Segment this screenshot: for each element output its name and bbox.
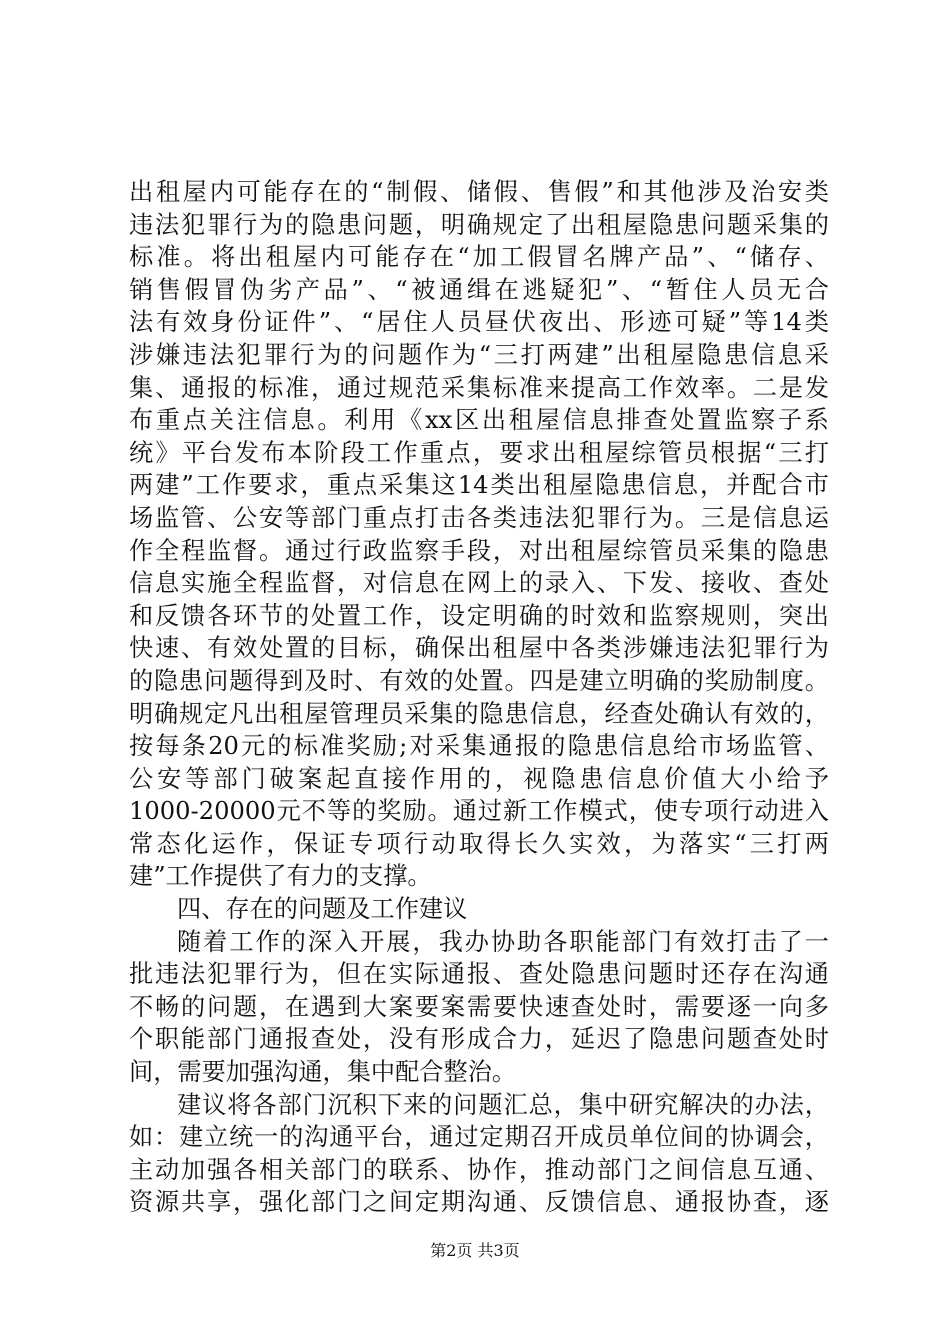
text-line: 批违法犯罪行为，但在实际通报、查处隐患问题时还存在沟通 — [129, 960, 829, 989]
text-line: 建议将各部门沉积下来的问题汇总，集中研究解决的办法， — [177, 1090, 829, 1119]
text-line: 公安等部门破案起直接作用的，视隐患信息价值大小给予 — [129, 764, 829, 793]
section-heading: 四、存在的问题及工作建议 — [177, 895, 468, 924]
text-line: 信息实施全程监督，对信息在网上的录入、下发、接收、查处 — [129, 569, 829, 598]
text-line: 和反馈各环节的处置工作，设定明确的时效和监察规则，突出 — [129, 601, 829, 630]
text-line: 不畅的问题，在遇到大案要案需要快速查处时，需要逐一向多 — [129, 992, 829, 1021]
text-line: 标准。将出租屋内可能存在“加工假冒名牌产品”、“储存、 — [129, 243, 829, 272]
text-line: 如：建立统一的沟通平台，通过定期召开成员单位间的协调会， — [129, 1123, 829, 1152]
text-line: 违法犯罪行为的隐患问题，明确规定了出租屋隐患问题采集的 — [129, 210, 829, 239]
text-line: 作全程监督。通过行政监察手段，对出租屋综管员采集的隐患 — [129, 536, 829, 565]
text-line: 两建”工作要求，重点采集这14类出租屋隐患信息，并配合市 — [129, 471, 829, 500]
text-line: 资源共享，强化部门之间定期沟通、反馈信息、通报协查，逐 — [129, 1188, 829, 1217]
text-line: 场监管、公安等部门重点打击各类违法犯罪行为。三是信息运 — [129, 503, 829, 532]
text-line: 涉嫌违法犯罪行为的问题作为“三打两建”出租屋隐患信息采 — [129, 340, 829, 369]
text-line: 布重点关注信息。利用《xx区出租屋信息排查处置监察子系 — [129, 406, 829, 435]
text-line: 按每条20元的标准奖励;对采集通报的隐患信息给市场监管、 — [129, 732, 829, 761]
text-line: 销售假冒伪劣产品”、“被通缉在逃疑犯”、“暂住人员无合 — [129, 275, 829, 304]
text-line: 主动加强各相关部门的联系、协作，推动部门之间信息互通、 — [129, 1155, 829, 1184]
text-line: 的隐患问题得到及时、有效的处置。四是建立明确的奖励制度。 — [129, 666, 829, 695]
text-line: 个职能部门通报查处，没有形成合力，延迟了隐患问题查处时 — [129, 1025, 829, 1054]
text-line: 出租屋内可能存在的“制假、储假、售假”和其他涉及治安类 — [129, 178, 829, 206]
text-line: 快速、有效处置的目标，确保出租屋中各类涉嫌违法犯罪行为 — [129, 634, 829, 663]
text-line: 常态化运作，保证专项行动取得长久实效，为落实“三打两 — [129, 829, 829, 858]
text-line: 统》平台发布本阶段工作重点，要求出租屋综管员根据“三打 — [129, 438, 829, 467]
text-line: 间，需要加强沟通，集中配合整治。 — [129, 1058, 517, 1087]
text-line: 建”工作提供了有力的支撑。 — [129, 862, 432, 891]
page-number: 第2页 共3页 — [430, 1241, 520, 1260]
text-line: 随着工作的深入开展，我办协助各职能部门有效打击了一 — [177, 927, 829, 956]
text-line: 集、通报的标准，通过规范采集标准来提高工作效率。二是发 — [129, 373, 829, 402]
text-line: 明确规定凡出租屋管理员采集的隐患信息，经查处确认有效的， — [129, 699, 829, 728]
text-line: 法有效身份证件”、“居住人员昼伏夜出、形迹可疑”等14类 — [129, 308, 829, 337]
text-line: 1000-20000元不等的奖励。通过新工作模式，使专项行动进入 — [129, 797, 829, 826]
document-body — [129, 176, 829, 1219]
